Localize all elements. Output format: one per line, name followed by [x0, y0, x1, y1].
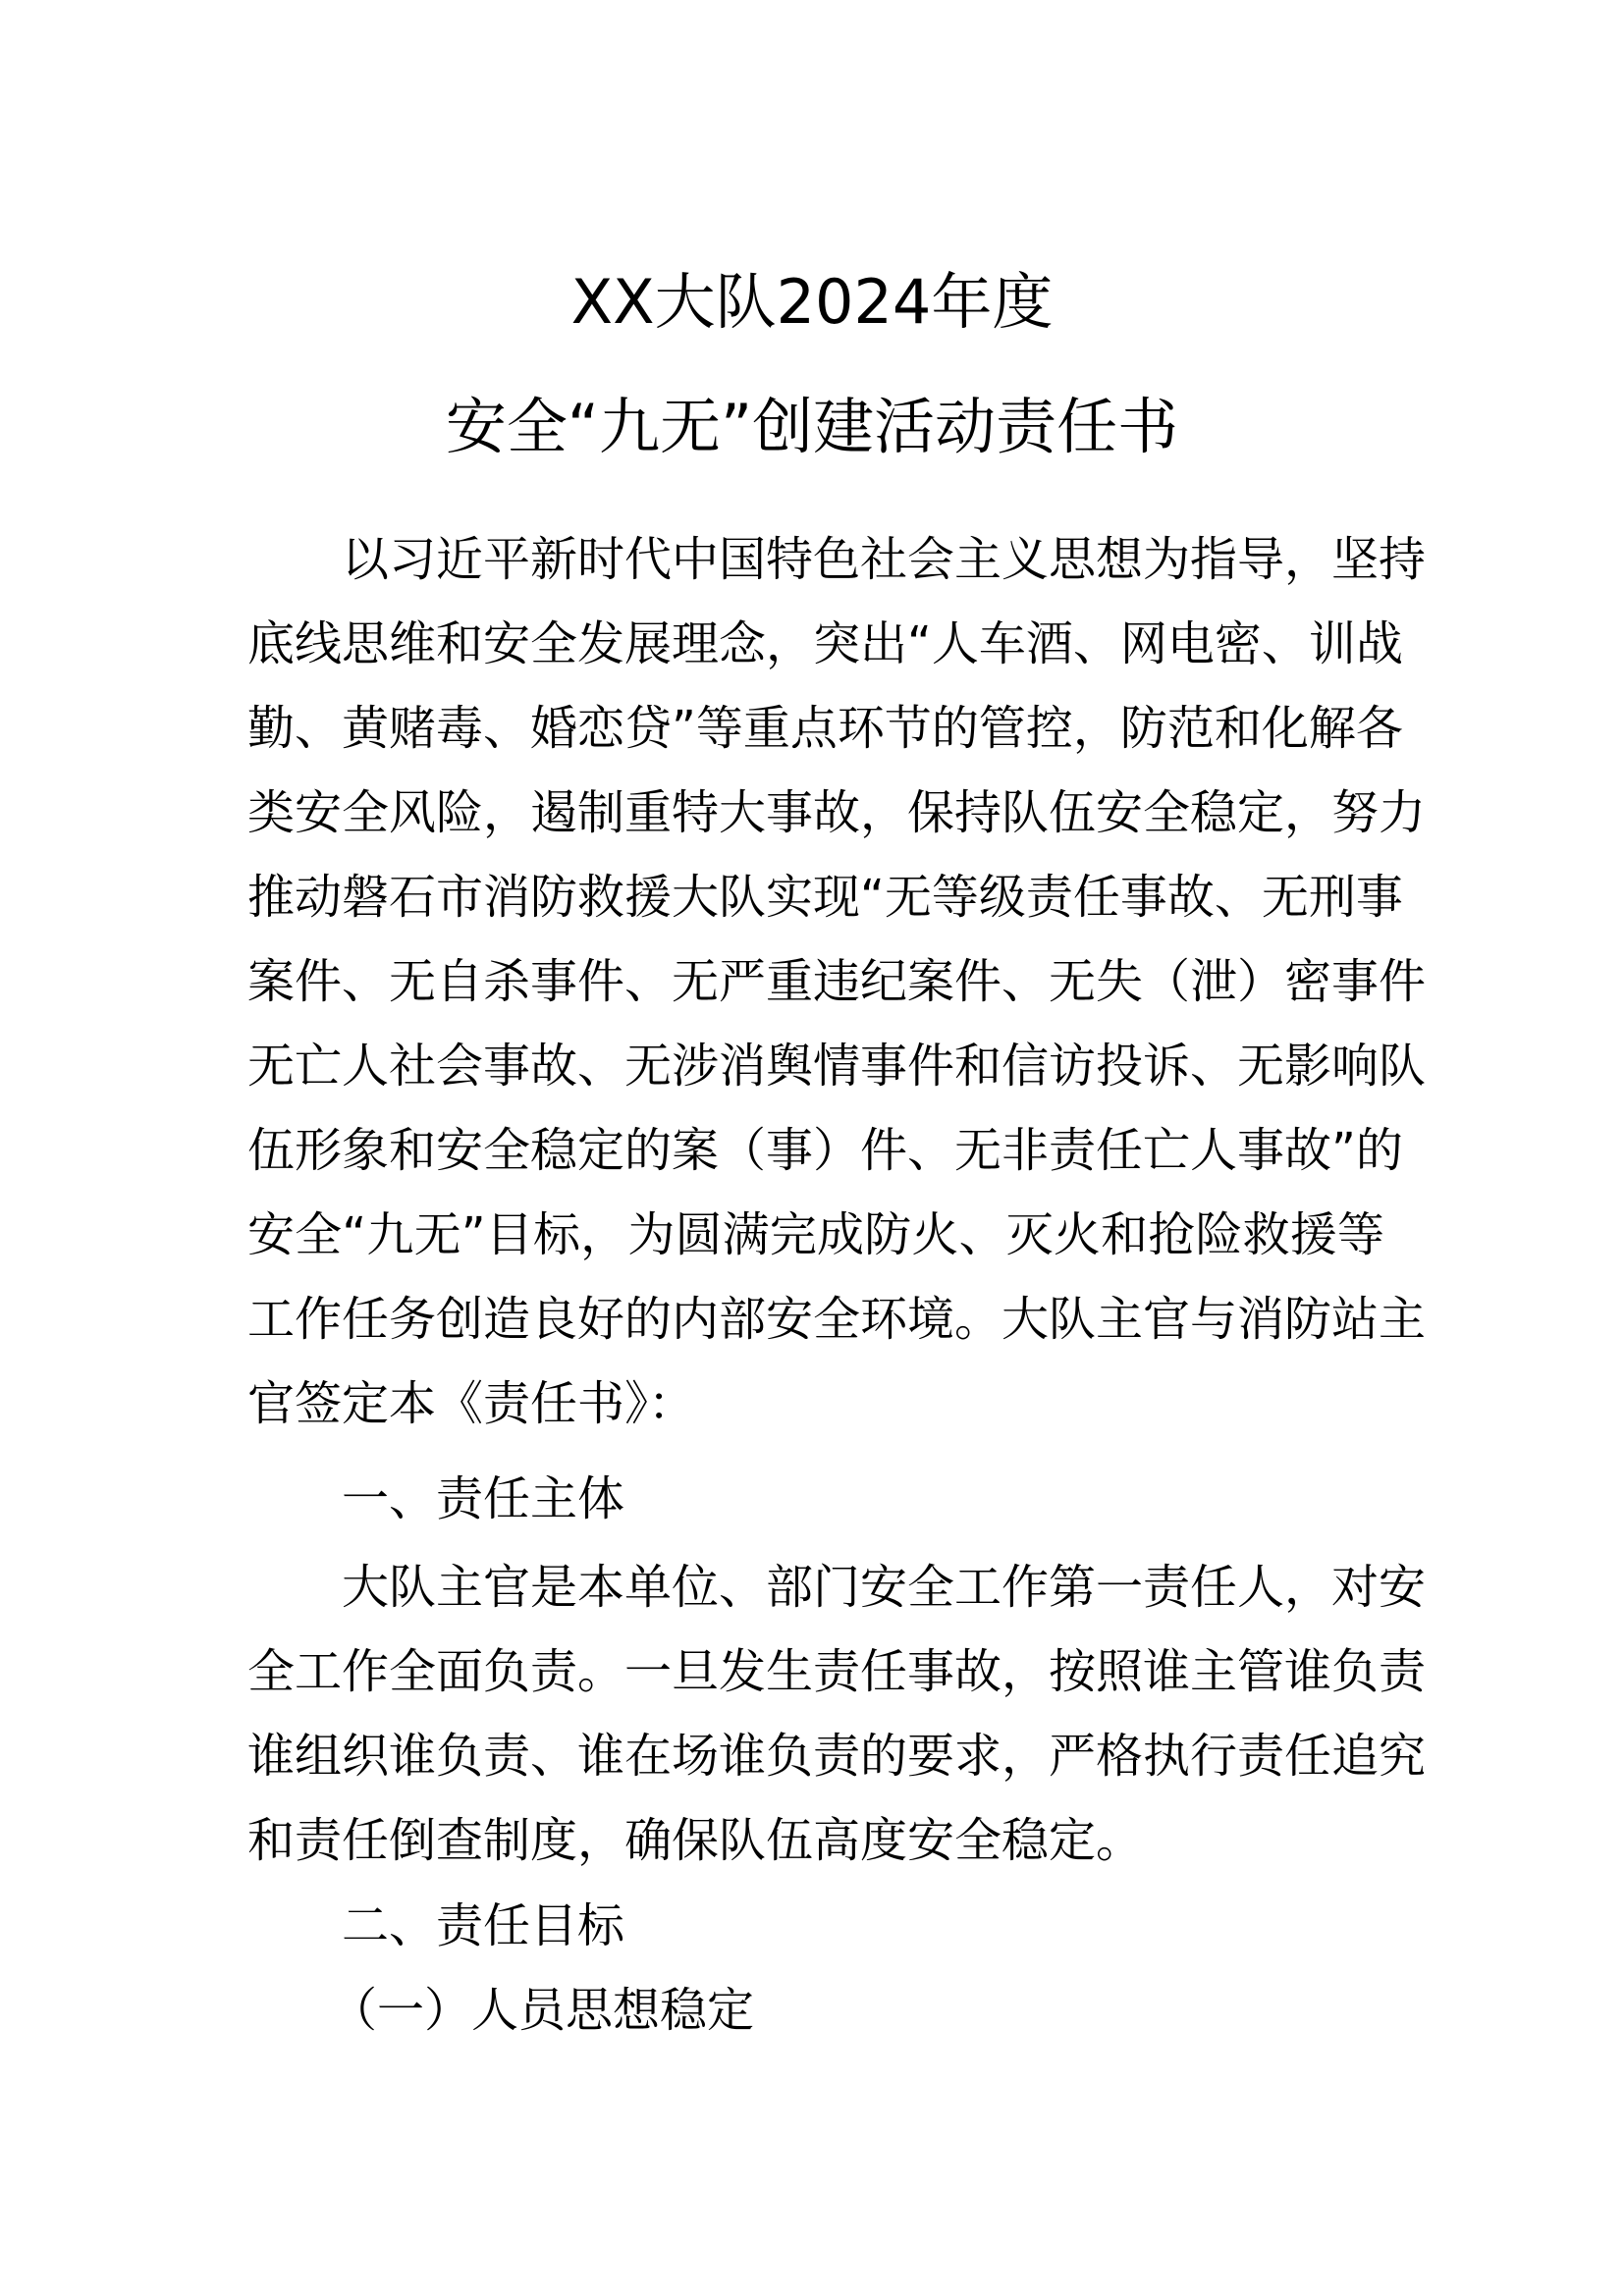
document-title-line-2: 安全“九无”创建活动责任书	[445, 391, 1179, 462]
text-line: 案件、无自杀事件、无严重违纪案件、无失（泄）密事件	[247, 954, 1427, 1009]
text-line: 谁组织谁负责、谁在场谁负责的要求，严格执行责任追究	[247, 1729, 1427, 1784]
document-title-line-1: XX大队2024年度	[570, 266, 1054, 338]
text-line: 伍形象和安全稳定的案（事）件、无非责任亡人事故”的	[247, 1123, 1403, 1178]
text-line: 底线思维和安全发展理念，突出“人车酒、网电密、训战	[247, 616, 1403, 671]
subsection-heading: （一）人员思想稳定	[330, 1983, 755, 2038]
intro-paragraph	[247, 517, 1427, 1446]
section-heading: 一、责任主体	[342, 1471, 625, 1526]
text-line: 勤、黄赌毒、婚恋贷”等重点环节的管控，防范和化解各	[247, 701, 1403, 756]
text-line: 类安全风险，遏制重特大事故，保持队伍安全稳定，努力	[247, 785, 1427, 840]
section-1-body	[247, 1545, 1427, 1883]
section-2-block	[247, 1884, 1384, 2053]
text-line: 安全“九无”目标，为圆满完成防火、灭火和抢险救援等	[247, 1207, 1384, 1262]
text-line: 以习近平新时代中国特色社会主义思想为指导，坚持	[342, 532, 1427, 587]
text-line: 推动磐石市消防救援大队实现“无等级责任事故、无刑事	[247, 870, 1403, 925]
text-line: 工作任务创造良好的内部安全环境。大队主官与消防站主	[247, 1292, 1427, 1347]
text-line: 大队主官是本单位、部门安全工作第一责任人，对安	[342, 1560, 1427, 1615]
text-line: 官签定本《责任书》：	[247, 1376, 696, 1431]
text-line: 和责任倒查制度，确保队伍高度安全稳定。	[247, 1813, 1144, 1868]
text-line: 全工作全面负责。一旦发生责任事故，按照谁主管谁负责	[247, 1644, 1427, 1699]
section-1-heading-block	[247, 1457, 1384, 1541]
text-line: 无亡人社会事故、无涉消舆情事件和信访投诉、无影响队	[247, 1039, 1427, 1094]
section-heading: 二、责任目标	[342, 1898, 625, 1953]
